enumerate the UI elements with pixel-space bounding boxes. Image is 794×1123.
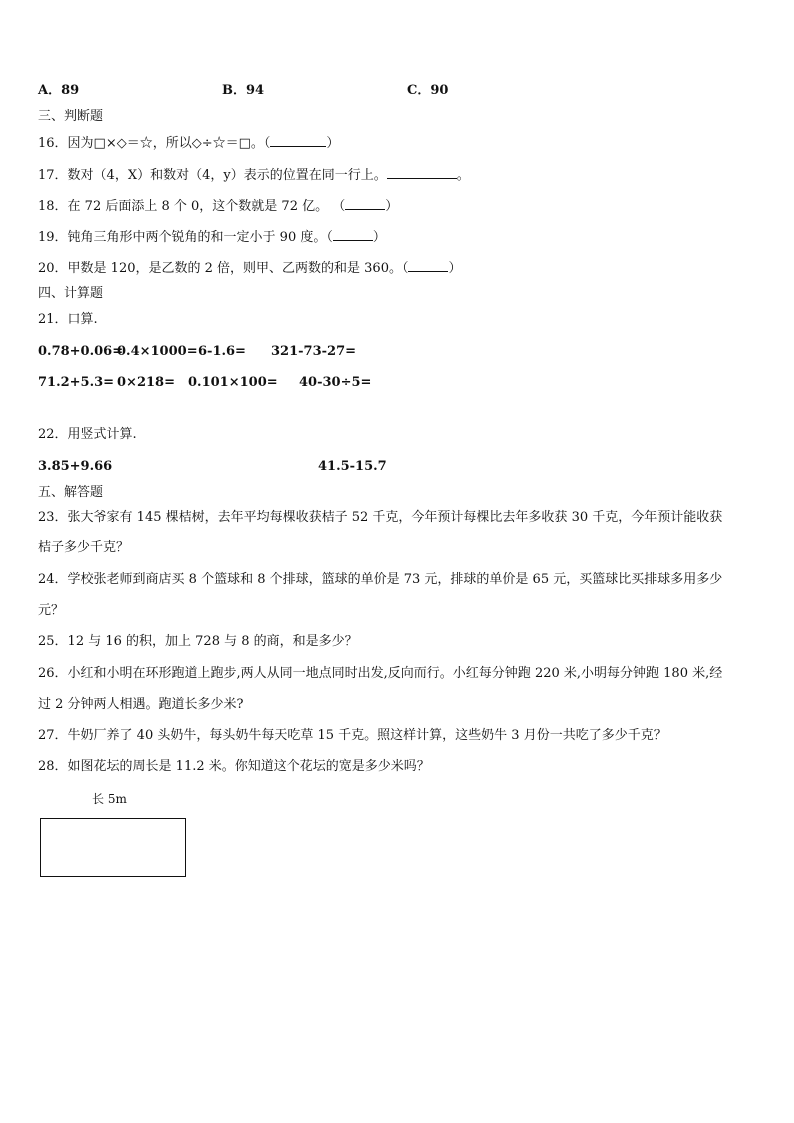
option-a: [38, 82, 79, 100]
question-close: ）: [372, 230, 386, 245]
question-number: 17．: [38, 168, 68, 183]
question-number: 22．: [38, 427, 68, 442]
section-heading-judge: 三、判断题: [38, 109, 104, 124]
question-23-cont: 桔子多少千克？: [38, 540, 130, 555]
answer-blank[interactable]: [345, 197, 385, 210]
question-close: 。: [456, 168, 470, 183]
question-number: 25．: [38, 634, 68, 649]
calc-item: 40-30÷5=: [299, 375, 372, 390]
answer-blank[interactable]: [408, 259, 448, 272]
question-17: [38, 166, 470, 185]
answer-blank[interactable]: [333, 228, 373, 241]
question-close: ）: [326, 136, 340, 151]
option-letter: C．: [407, 83, 431, 98]
option-value: 90: [430, 83, 449, 98]
question-text: 钝角三角形中两个锐角的和一定小于 90 度。（: [67, 230, 333, 245]
question-text: 口算.: [67, 312, 98, 327]
question-number: 21．: [38, 312, 68, 327]
question-25: [38, 633, 358, 651]
vertical-calc-item: 41.5-15.7: [318, 459, 387, 474]
option-c: [407, 82, 448, 100]
calc-item: 0×218=: [117, 375, 175, 390]
question-number: 18．: [38, 199, 68, 214]
question-27: [38, 727, 667, 745]
question-24: [38, 571, 722, 589]
question-24-cont: 元？: [38, 603, 65, 618]
option-b: [222, 82, 264, 100]
option-value: 89: [61, 83, 80, 98]
question-number: 26．: [38, 666, 68, 681]
answer-blank[interactable]: [387, 166, 457, 179]
question-number: 24．: [38, 572, 68, 587]
section-heading-calc: 四、计算题: [38, 286, 104, 301]
question-text: 张大爷家有 145 棵桔树，去年平均每棵收获桔子 52 千克，今年预计每棵比去年多收获 30 千克，今年预计能收获: [67, 510, 723, 525]
question-number: 20．: [38, 261, 68, 276]
calc-item: 0.78+0.06=: [38, 344, 124, 359]
question-text: 因为□×◇＝☆，所以◇÷☆＝□。（: [67, 136, 271, 151]
option-value: 94: [246, 83, 265, 98]
question-text: 12 与 16 的积，加上 728 与 8 的商，和是多少？: [67, 634, 358, 649]
question-23: [38, 509, 722, 527]
question-28: [38, 758, 430, 776]
question-text: 小红和小明在环形跑道上跑步,两人从同一地点同时出发,反向而行。小红每分钟跑 220 米,小明每分钟跑 180 米,经: [67, 666, 723, 681]
section-heading-solve: 五、解答题: [38, 485, 104, 500]
question-18: [38, 197, 398, 216]
option-letter: B．: [222, 83, 246, 98]
question-26-cont: 过 2 分钟两人相遇。跑道长多少米?: [38, 697, 244, 712]
question-number: 28．: [38, 759, 68, 774]
question-number: 16．: [38, 136, 68, 151]
figure-length-label: 长 5m: [92, 792, 127, 806]
question-21: [38, 311, 98, 329]
question-number: 27．: [38, 728, 68, 743]
calc-item: 6-1.6=: [198, 344, 246, 359]
calc-item: 0.101×100=: [188, 375, 278, 390]
question-close: ）: [385, 199, 399, 214]
vertical-calc-item: 3.85+9.66: [38, 459, 113, 474]
option-letter: A．: [38, 83, 62, 98]
question-text: 用竖式计算.: [67, 427, 137, 442]
question-close: ）: [448, 261, 462, 276]
question-text: 甲数是 120，是乙数的 2 倍，则甲、乙两数的和是 360。（: [67, 261, 409, 276]
question-26: [38, 665, 722, 683]
question-text: 数对（4，X）和数对（4，y）表示的位置在同一行上。: [67, 168, 387, 183]
question-16: [38, 134, 339, 153]
question-text: 如图花坛的周长是 11.2 米。你知道这个花坛的宽是多少米吗？: [67, 759, 430, 774]
flower-bed-rectangle: [40, 818, 186, 877]
question-text: 学校张老师到商店买 8 个篮球和 8 个排球，篮球的单价是 73 元，排球的单价是 65 元，买篮球比买排球多用多少: [67, 572, 723, 587]
question-number: 19．: [38, 230, 68, 245]
question-19: [38, 228, 386, 247]
calc-item: 71.2+5.3=: [38, 375, 115, 390]
question-22: [38, 426, 137, 444]
calc-item: 321-73-27=: [271, 344, 357, 359]
calc-item: 0.4×1000=: [117, 344, 198, 359]
question-number: 23．: [38, 510, 68, 525]
question-text: 在 72 后面添上 8 个 0，这个数就是 72 亿。 （: [67, 199, 346, 214]
question-20: [38, 259, 462, 278]
answer-blank[interactable]: [270, 134, 326, 147]
question-text: 牛奶厂养了 40 头奶牛，每头奶牛每天吃草 15 千克。照这样计算，这些奶牛 3 月份一共吃了多少千克？: [67, 728, 667, 743]
